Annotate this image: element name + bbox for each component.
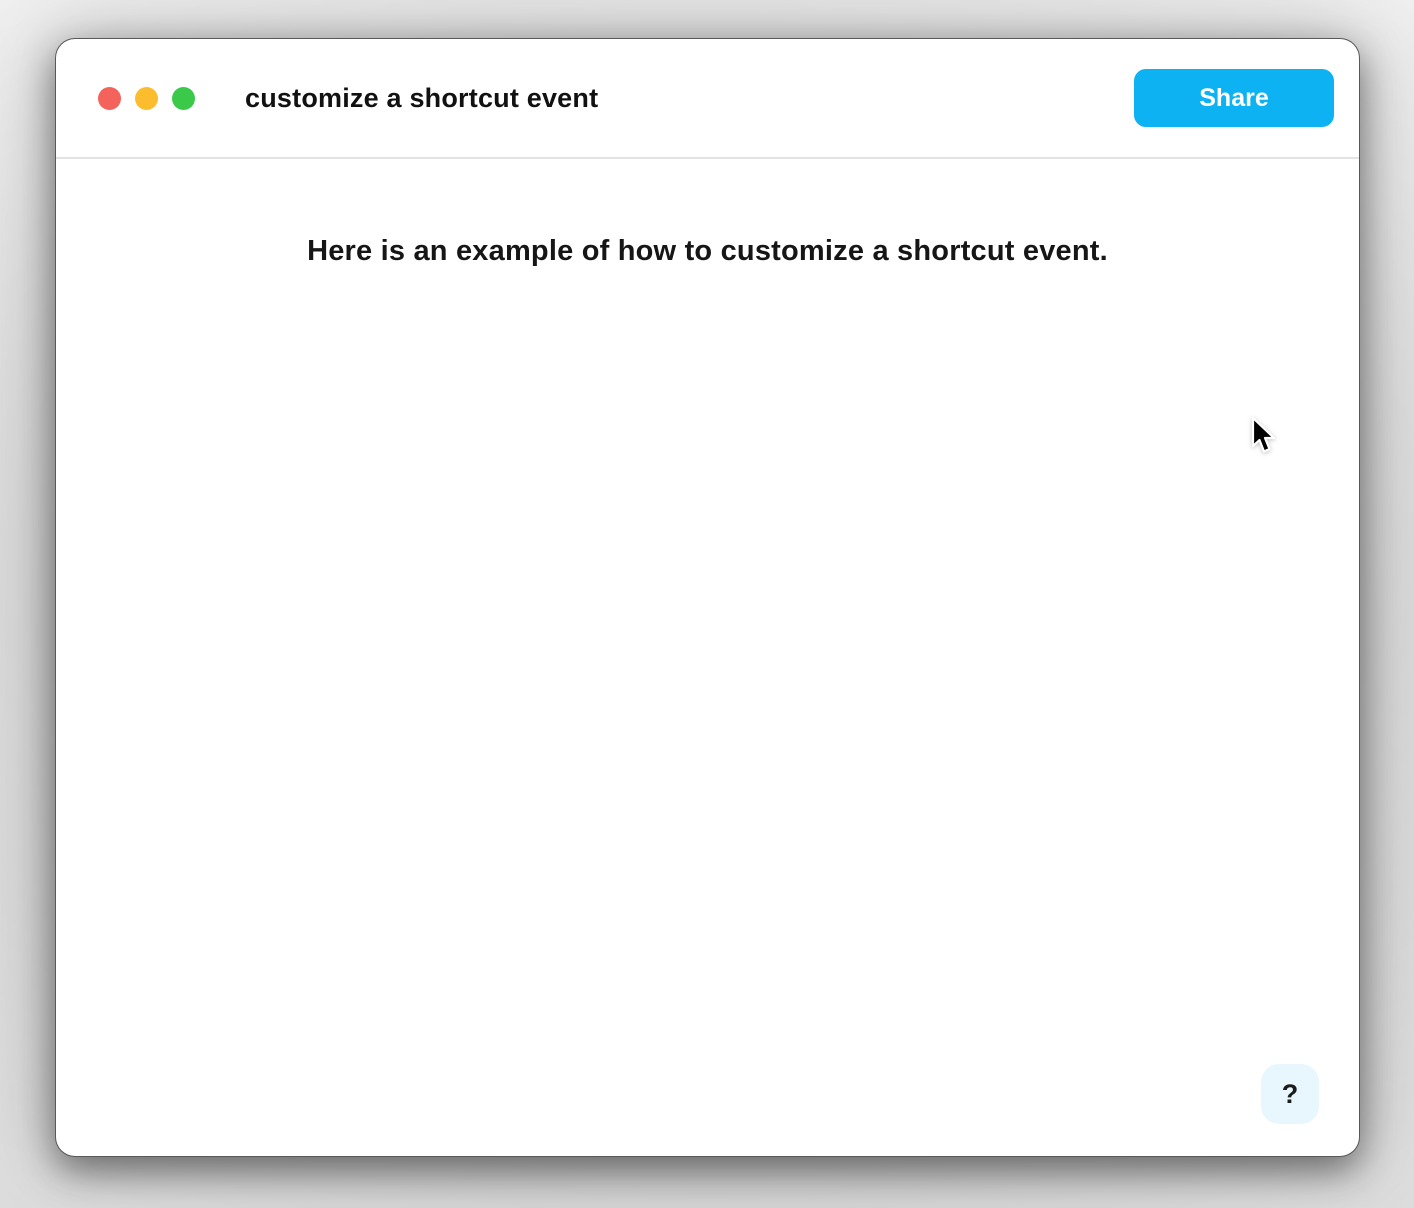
content-area xyxy=(56,159,1359,268)
window-title: customize a shortcut event xyxy=(245,82,599,113)
titlebar xyxy=(56,39,1359,159)
help-button[interactable]: ? xyxy=(1261,1064,1319,1124)
app-window xyxy=(55,38,1360,1157)
close-button[interactable] xyxy=(98,87,121,110)
minimize-button[interactable] xyxy=(135,87,158,110)
share-button[interactable]: Share xyxy=(1134,69,1334,127)
zoom-button[interactable] xyxy=(172,87,195,110)
content-message: Here is an example of how to customize a shortcut event. xyxy=(307,235,1108,267)
traffic-lights xyxy=(98,87,195,110)
